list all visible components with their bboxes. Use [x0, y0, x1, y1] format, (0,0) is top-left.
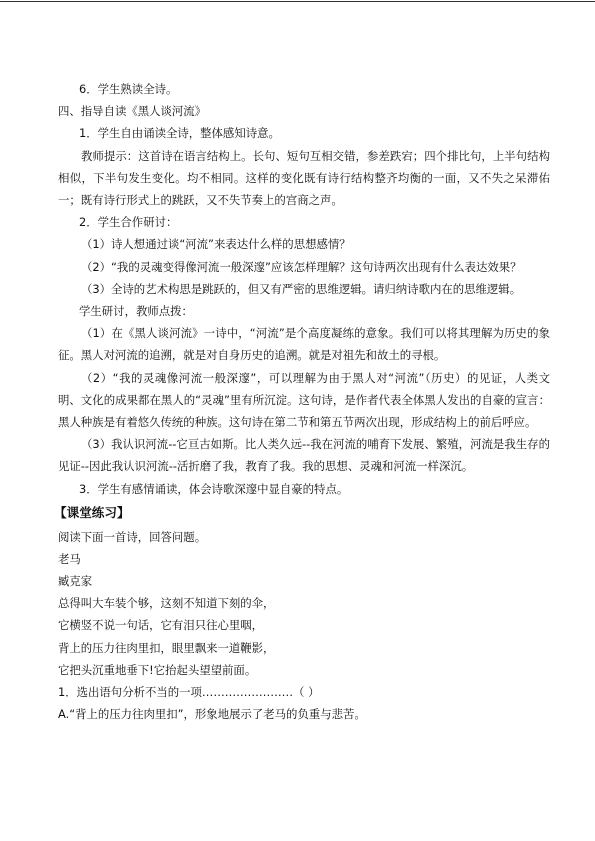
step-1: 1．学生自由诵读全诗，整体感知诗意。 [79, 126, 280, 141]
step-3: 3．学生有感情诵读，体会诗歌深邃中显自豪的特点。 [79, 481, 349, 496]
section-heading-four: 四、指导自读《黑人谈河流》 [58, 104, 207, 119]
poem-line-1: 总得叫大车装个够，这刻不知道下刻的伞， [58, 596, 275, 611]
poem-line-4: 它把头沉重地垂下!它抬起头望望前面。 [58, 662, 257, 677]
classroom-practice-heading: 【课堂练习】 [54, 504, 130, 520]
step-6: 6．学生熟读全诗。 [79, 82, 178, 96]
question-2: （2）“我的灵魂变得像河流一般深邃”应该怎样理解？这句诗两次出现有什么表达效果？ [81, 259, 522, 274]
poem-line-3: 背上的压力往肉里扣，眼里飘来一道鞭影， [58, 640, 275, 655]
answer-3-paragraph: （3）我认识河流--它亘古如斯。比人类久远--我在河流的哺育下发展、繁殖，河流是我生存的见证--因此我认识河流--活折磨了我，教育了我。我的思想、灵魂和河流一样深沉。 [58, 437, 550, 474]
option-a: A.“背上的压力往肉里扣”，形象地展示了老马的负重与悲苦。 [58, 707, 366, 722]
exercise-instruction: 阅读下面一首诗，回答问题。 [58, 529, 207, 544]
page-top-rule [0, 1, 595, 2]
step-2: 2．学生合作研讨： [79, 215, 178, 230]
answer-2-paragraph: （2）“我的灵魂像河流一般深邃”，可以理解为由于黑人对“河流”（历史）的见证，人类文明、文化的成果都在黑人的“灵魂”里有所沉淀。这句诗，是作者代表全体黑人发出的自豪的宣言：黑人种族是有着悠久传统的种族。这句诗在第二节和第五节两次出现，形成结构上的前后呼应。 [58, 370, 550, 429]
document-body [54, 78, 550, 725]
question-1: （1）诗人想通过谈“河流”来表达什么样的思想感情？ [81, 237, 351, 252]
question-3: （3）全诗的艺术构思是跳跃的，但又有严密的思维逻辑。请归纳诗歌内在的思维逻辑。 [81, 281, 522, 296]
discussion-heading: 学生研讨，教师点拨： [79, 303, 193, 318]
poem-author: 臧克家 [58, 574, 93, 589]
answer-1-paragraph: （1）在《黑人谈河流》一诗中，“河流”是个高度凝练的意象。我们可以将其理解为历史的象征。黑人对河流的追溯，就是对自身历史的追溯。就是对祖先和故土的寻根。 [58, 326, 550, 363]
poem-title: 老马 [58, 551, 81, 566]
poem-line-2: 它横竖不说一句话，它有泪只往心里咽， [58, 618, 264, 633]
exercise-question-1: 1．选出语句分析不当的一项……………………（ ） [58, 685, 320, 700]
teacher-tip-paragraph: 教师提示：这首诗在语言结构上。长句、短句互相交错，参差跌宕；四个排比句，上半句结构相似，下半句发生变化。均不相同。这样的变化既有诗行结构整齐均衡的一面，又不失之呆滞佑一；既有诗行形式上的跳跃，又不失节奏上的宫商之声。 [58, 148, 550, 207]
